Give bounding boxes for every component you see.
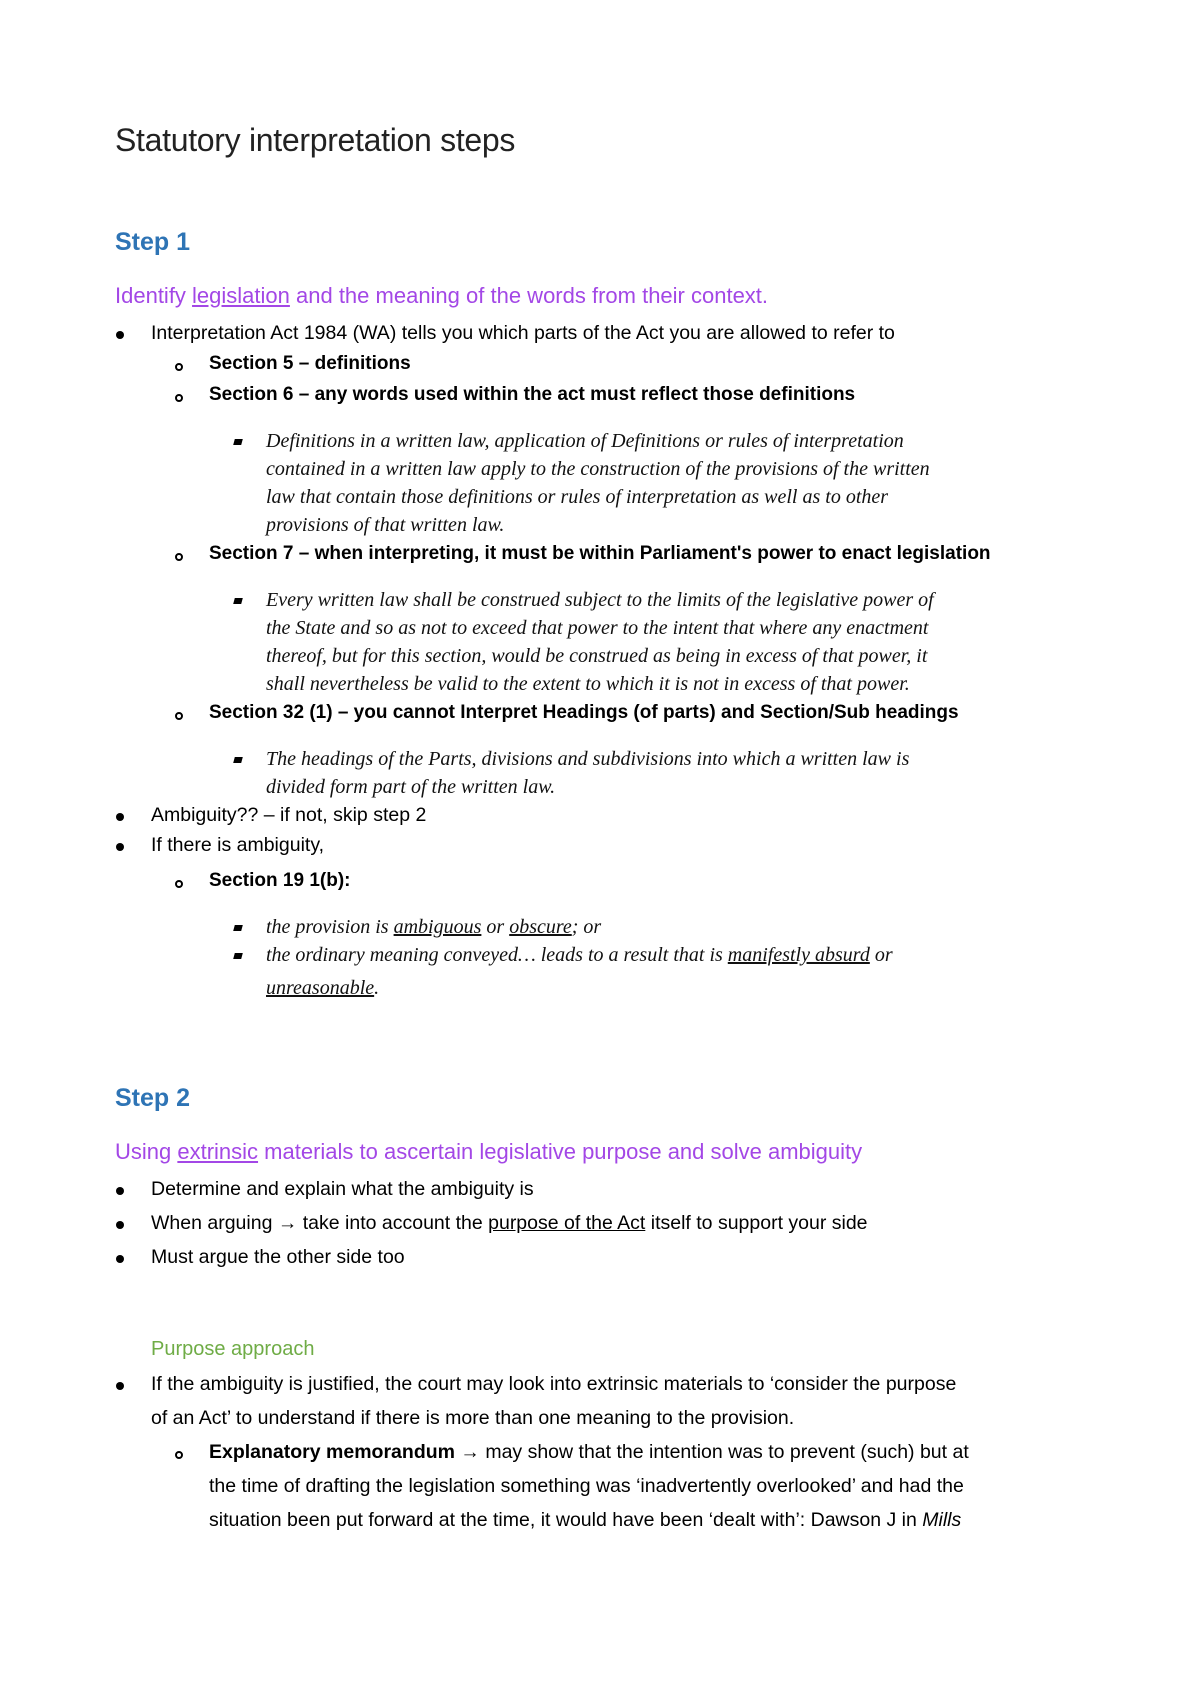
section-6-item: Section 6 – any words used within the act must reflect those definitions	[209, 384, 856, 405]
quote-text: ; or	[571, 916, 602, 938]
circle-bullet-icon	[175, 1451, 183, 1459]
quote-text: the ordinary meaning conveyed… leads to a result that is	[266, 944, 728, 966]
list-item-text: itself to support your side	[645, 1212, 868, 1234]
quote-underlined: unreasonable	[266, 977, 375, 999]
quote-underlined: manifestly absurd	[727, 944, 870, 966]
section-7-item: Section 7 – when interpreting, it must be within Parliament's power to enact legislation	[209, 543, 991, 564]
section-7-quote-line: the State and so as not to exceed that power to the intent that where any enactment	[266, 617, 929, 639]
quote-text: the provision is	[266, 916, 394, 938]
section-6-quote-line: law that contain those definitions or rules of interpretation as well as to other	[266, 486, 889, 508]
bullet-icon	[116, 813, 124, 821]
extrinsic-link: extrinsic	[177, 1139, 259, 1164]
bullet-icon	[116, 1382, 124, 1390]
list-item: Ambiguity?? – if not, skip step 2	[151, 804, 427, 826]
section-6-quote-line: contained in a written law apply to the construction of the provisions of the written	[266, 458, 930, 480]
list-item-line: of an Act’ to understand if there is more than one meaning to the provision.	[151, 1407, 795, 1429]
step-1-subheading-pre: Identify	[115, 283, 193, 308]
step-2-subheading-post: materials to ascertain legislative purpose and solve ambiguity	[258, 1139, 863, 1164]
purpose-of-act-underlined: purpose of the Act	[488, 1212, 646, 1234]
section-19-quote-line	[266, 916, 601, 939]
quote-text: or	[481, 916, 510, 938]
quote-underlined: ambiguous	[393, 916, 482, 938]
explanatory-memorandum-line	[209, 1509, 961, 1532]
section-32-quote-line: The headings of the Parts, divisions and subdivisions into which a written law is	[266, 748, 910, 770]
square-bullet-icon	[233, 439, 243, 445]
bullet-icon	[116, 1187, 124, 1195]
quote-text: or	[869, 944, 893, 966]
list-item-text: may show that the intention was to prevent (such) but at	[479, 1441, 969, 1463]
list-item	[151, 1212, 868, 1235]
list-item-text: When arguing → take into account the	[151, 1212, 489, 1234]
section-5-item: Section 5 – definitions	[209, 353, 411, 374]
step-2-heading: Step 2	[115, 1084, 191, 1112]
section-32-item: Section 32 (1) – you cannot Interpret Headings (of parts) and Section/Sub headings	[209, 702, 959, 723]
circle-bullet-icon	[175, 880, 183, 888]
section-19-item: Section 19 1(b):	[209, 870, 351, 891]
bullet-icon	[116, 1255, 124, 1263]
step-2-subheading	[115, 1139, 862, 1165]
step-1-subheading-post: and the meaning of the words from their context.	[289, 283, 769, 308]
square-bullet-icon	[233, 757, 243, 763]
document-title: Statutory interpretation steps	[115, 122, 516, 158]
section-6-quote-line: provisions of that written law.	[266, 514, 505, 536]
list-item: Determine and explain what the ambiguity is	[151, 1178, 534, 1200]
bullet-icon	[116, 1221, 124, 1229]
section-7-quote-line: thereof, but for this section, would be construed as being in excess of that power, it	[266, 645, 928, 667]
list-item-text: situation been put forward at the time, it would have been ‘dealt with’: Dawson J in	[209, 1509, 923, 1531]
step-1-subheading	[115, 283, 768, 309]
square-bullet-icon	[233, 925, 243, 931]
list-item: Interpretation Act 1984 (WA) tells you which parts of the Act you are allowed to refer to	[151, 322, 895, 344]
legislation-link: legislation	[192, 283, 290, 308]
quote-underlined: obscure	[509, 916, 572, 938]
step-2-subheading-pre: Using	[115, 1139, 178, 1164]
circle-bullet-icon	[175, 363, 183, 371]
list-item-line: If the ambiguity is justified, the court may look into extrinsic materials to ‘consider the purpose	[151, 1373, 957, 1395]
section-7-quote-line: Every written law shall be construed subject to the limits of the legislative power of	[266, 589, 934, 611]
circle-bullet-icon	[175, 553, 183, 561]
list-item: If there is ambiguity,	[151, 834, 325, 856]
section-6-quote-line: Definitions in a written law, application of Definitions or rules of interpretation	[266, 430, 904, 452]
bullet-icon	[116, 331, 124, 339]
circle-bullet-icon	[175, 712, 183, 720]
square-bullet-icon	[233, 953, 243, 959]
section-19-quote-line	[266, 977, 379, 1000]
case-name: Mills	[922, 1509, 962, 1531]
step-1-heading: Step 1	[115, 228, 191, 256]
list-item: Must argue the other side too	[151, 1246, 405, 1268]
section-32-quote-line: divided form part of the written law.	[266, 776, 556, 798]
section-7-quote-line: shall nevertheless be valid to the extent to which it is not in excess of that power.	[266, 673, 910, 695]
section-19-quote-line	[266, 944, 893, 967]
quote-text: .	[374, 977, 380, 999]
explanatory-memorandum-line	[209, 1441, 969, 1464]
explanatory-memorandum-label: Explanatory memorandum →	[209, 1441, 480, 1463]
square-bullet-icon	[233, 598, 243, 604]
circle-bullet-icon	[175, 394, 183, 402]
purpose-approach-heading: Purpose approach	[151, 1338, 315, 1360]
explanatory-memorandum-line: the time of drafting the legislation something was ‘inadvertently overlooked’ and had the	[209, 1475, 964, 1497]
bullet-icon	[116, 843, 124, 851]
